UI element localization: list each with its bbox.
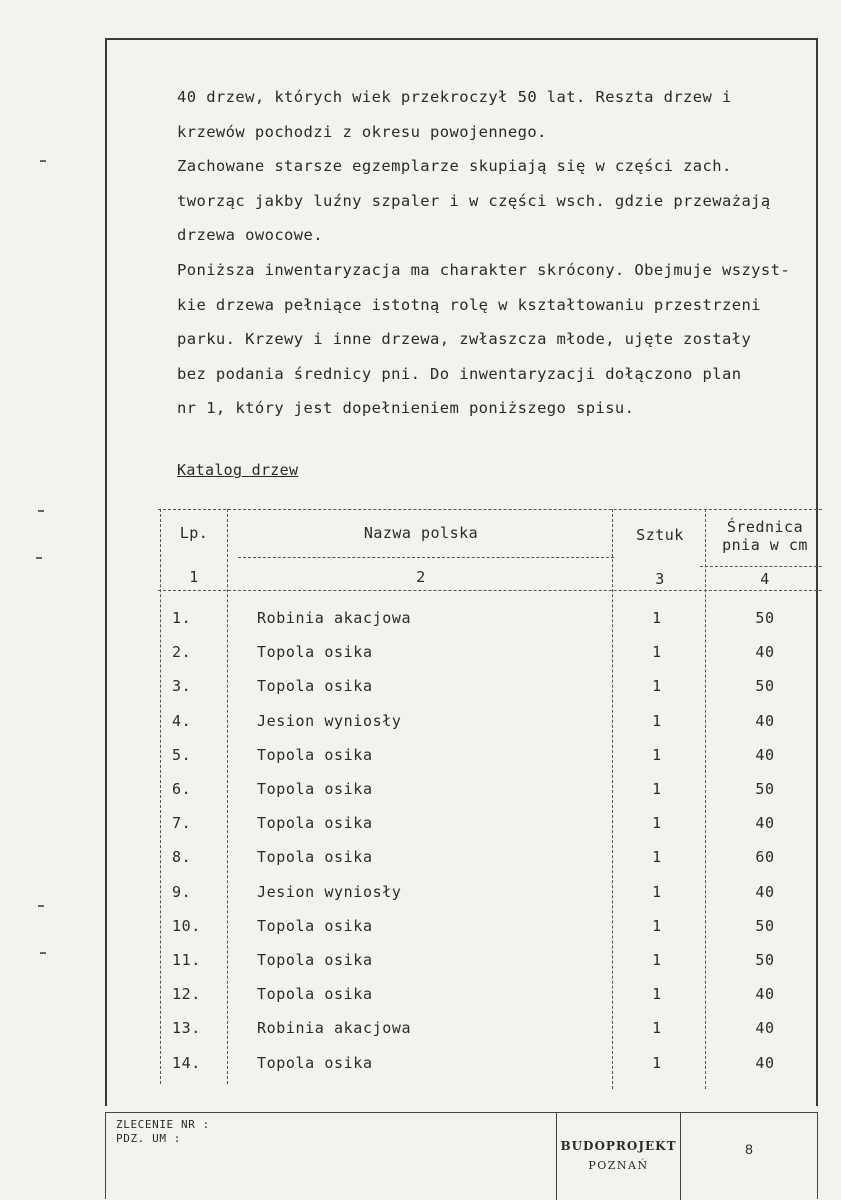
table-header-divider-right	[700, 566, 822, 567]
row-lp: 3.	[172, 677, 192, 696]
intro-line: Poniższa inwentaryzacja ma charakter skrócony. Obejmuje wszyst-	[177, 261, 791, 279]
row-qty: 1	[652, 882, 662, 901]
row-qty: 1	[652, 677, 662, 696]
row-name: Robinia akacjowa	[257, 1019, 412, 1038]
header-qty: Sztuk	[636, 526, 684, 544]
row-lp: 10.	[172, 916, 201, 935]
row-lp: 14.	[172, 1053, 201, 1072]
row-name: Jesion wyniosły	[257, 711, 402, 730]
table-col-divider-1	[227, 509, 228, 1084]
page-number: 8	[745, 1141, 753, 1157]
row-lp: 13.	[172, 1019, 201, 1038]
row-diameter: 50	[755, 916, 775, 935]
table-colnum-divider	[158, 590, 822, 591]
sub-label: PDZ. UM :	[116, 1132, 182, 1145]
row-qty: 1	[652, 745, 662, 764]
intro-line: bez podania średnicy pni. Do inwentaryzacji dołączono plan	[177, 364, 742, 383]
row-qty: 1	[652, 814, 662, 833]
row-diameter: 40	[755, 643, 775, 662]
row-qty: 1	[652, 848, 662, 867]
row-qty: 1	[652, 1019, 662, 1038]
margin-mark	[40, 952, 46, 954]
row-lp: 2.	[172, 643, 192, 662]
row-name: Robinia akacjowa	[257, 609, 412, 627]
order-info	[116, 1118, 210, 1146]
row-name: Topola osika	[257, 814, 373, 833]
margin-mark	[38, 905, 44, 907]
table-top-border	[158, 509, 822, 510]
row-name: Topola osika	[257, 643, 373, 662]
table-left-border	[160, 509, 161, 1084]
margin-mark	[36, 557, 42, 559]
row-name: Topola osika	[257, 985, 373, 1004]
row-diameter: 40	[755, 1019, 775, 1038]
table-header-divider	[238, 557, 614, 558]
intro-line: nr 1, który jest dopełnieniem poniższego spisu.	[177, 399, 635, 418]
intro-line: tworząc jakby luźny szpaler i w części wsch. gdzie przeważają	[177, 191, 771, 210]
header-diameter-line1: Średnica	[726, 518, 804, 536]
stamp-company: BUDOPROJEKT	[560, 1139, 677, 1153]
row-lp: 9.	[172, 882, 192, 901]
row-lp: 7.	[172, 814, 192, 833]
header-diameter	[708, 518, 822, 554]
table-col-divider-2	[612, 509, 613, 1089]
intro-line: parku. Krzewy i inne drzewa, zwłaszcza młode, ujęte zostały	[177, 330, 752, 349]
title-block	[105, 1112, 818, 1199]
row-qty: 1	[652, 951, 662, 969]
margin-mark	[40, 160, 46, 162]
row-qty: 1	[652, 643, 662, 662]
row-lp: 11.	[172, 951, 201, 969]
intro-line: 40 drzew, których wiek przekroczył 50 lat. Reszta drzew i	[177, 88, 732, 106]
row-name: Topola osika	[257, 1053, 373, 1072]
colnum-1: 1	[189, 568, 199, 586]
row-name: Topola osika	[257, 951, 373, 969]
row-qty: 1	[652, 711, 662, 730]
row-lp: 6.	[172, 780, 192, 798]
row-qty: 1	[652, 780, 662, 798]
row-name: Topola osika	[257, 780, 373, 798]
colnum-2: 2	[416, 568, 426, 586]
header-name: Nazwa polska	[363, 524, 479, 542]
row-diameter: 40	[755, 985, 775, 1004]
row-diameter: 40	[755, 814, 775, 833]
row-diameter: 60	[755, 848, 775, 867]
row-lp: 1.	[172, 609, 192, 627]
intro-line: drzewa owocowe.	[177, 226, 323, 245]
margin-mark	[38, 510, 44, 512]
row-diameter: 50	[755, 677, 775, 696]
row-diameter: 50	[755, 951, 775, 969]
row-lp: 4.	[172, 711, 192, 730]
header-lp: Lp.	[179, 524, 209, 542]
row-diameter: 50	[755, 609, 775, 627]
row-diameter: 40	[755, 745, 775, 764]
company-stamp	[556, 1113, 681, 1200]
stamp-city: POZNAŃ	[588, 1159, 649, 1172]
row-diameter: 50	[755, 780, 775, 798]
colnum-3: 3	[655, 570, 665, 588]
row-name: Jesion wyniosły	[257, 882, 402, 901]
intro-line: kie drzewa pełniące istotną rolę w kształtowaniu przestrzeni	[177, 295, 761, 314]
header-diameter-line2: pnia w cm	[722, 536, 808, 554]
table-col-divider-3	[705, 509, 706, 1089]
intro-line: Zachowane starsze egzemplarze skupiają się w części zach.	[177, 157, 732, 176]
order-label: ZLECENIE NR :	[116, 1118, 210, 1131]
colnum-4: 4	[760, 570, 770, 588]
row-diameter: 40	[755, 711, 775, 730]
row-lp: 5.	[172, 745, 192, 764]
row-qty: 1	[652, 985, 662, 1004]
row-name: Topola osika	[257, 848, 373, 867]
row-qty: 1	[652, 1053, 662, 1072]
row-name: Topola osika	[257, 677, 373, 696]
row-diameter: 40	[755, 1053, 775, 1072]
row-diameter: 40	[755, 882, 775, 901]
row-name: Topola osika	[257, 916, 373, 935]
row-lp: 8.	[172, 848, 192, 867]
row-name: Topola osika	[257, 745, 373, 764]
row-qty: 1	[652, 916, 662, 935]
row-lp: 12.	[172, 985, 201, 1004]
catalog-heading: Katalog drzew	[177, 461, 299, 479]
intro-line: krzewów pochodzi z okresu powojennego.	[177, 122, 547, 141]
row-qty: 1	[652, 609, 662, 627]
